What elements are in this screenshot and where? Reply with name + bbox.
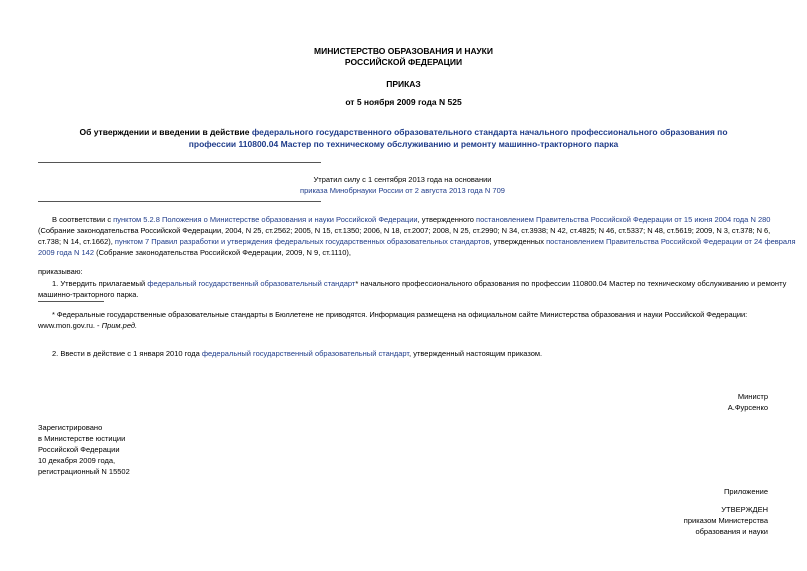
preamble-line-2: (Собрание законодательства Российской Федерации, 2004, N 25, ст.2562; 2005, N 15, ст.1350; 2006, N 18, ст.2007; 2008, N 25, ст.2990; N 34, ст.3938; N 42, ст.4825; N 46, ст.5337; N 48, ст.5619; 2009, N 3, ст.378; N 6, [38, 226, 771, 235]
order-item-1-line-2: машинно-тракторного парка. [38, 290, 139, 299]
preamble-line-4 [38, 247, 767, 258]
approved-by-line-2: образования и науки [695, 527, 768, 536]
resolution-142-link[interactable]: постановлением Правительства Российской Федерации от 24 февраля [546, 237, 796, 246]
order-keyword: приказываю: [38, 267, 83, 276]
document-date: от 5 ноября 2009 года N 525 [345, 97, 462, 107]
registration-line-4: 10 декабря 2009 года, [38, 456, 116, 465]
registration-line-2: в Министерстве юстиции [38, 434, 126, 443]
preamble-line-3 [38, 236, 796, 247]
editor-note: Прим.ред. [101, 321, 138, 330]
signature-name: А.Фурсенко [727, 403, 768, 412]
preamble-text: В соответствии с [52, 215, 114, 224]
registration-line-1: Зарегистрировано [38, 423, 103, 432]
rules-item-7-link[interactable]: пунктом 7 Правил разработки и утверждения федеральных государственных образовательных стандартов [114, 237, 490, 246]
registration-line-5: регистрационный N 15502 [38, 467, 130, 476]
ministry-line-1: МИНИСТЕРСТВО ОБРАЗОВАНИЯ И НАУКИ [314, 46, 493, 56]
document-title-line-1 [30, 126, 777, 138]
title-standard-link[interactable]: федерального государственного образовательного стандарта начального профессионального образования по [251, 127, 728, 137]
registration-line-3: Российской Федерации [38, 445, 120, 454]
resolution-142-link-cont[interactable]: 2009 года N 142 [38, 248, 94, 257]
order-text: * начального профессионального образования по профессии 110800.04 Мастер по техническому обслуживанию и ремонту [355, 279, 787, 288]
repeal-order-link[interactable]: приказа Минобрнауки России от 2 августа 2013 года N 709 [300, 186, 505, 195]
separator-rule [38, 201, 321, 202]
preamble-text: ст.738; N 14, ст.1662), [38, 237, 115, 246]
appendix-label: Приложение [724, 487, 768, 496]
document-type: ПРИКАЗ [386, 79, 421, 89]
standard-link[interactable]: федеральный государственный образовательный стандарт [147, 279, 356, 288]
order-text: 1. Утвердить прилагаемый [52, 279, 148, 288]
order-item-2 [52, 348, 767, 359]
separator-rule [38, 162, 321, 163]
footnote-line-1: * Федеральные государственные образовательные стандарты в Бюллетене не приводятся. Информация размещена на официальном сайте Министерства образования и науки Российской Федерации: [52, 310, 748, 319]
footnote-rule [38, 301, 104, 302]
signature-position: Министр [737, 392, 768, 401]
footnote-line-2 [38, 320, 137, 331]
standard-link-2[interactable]: федеральный государственный образовательный стандарт [201, 349, 410, 358]
ministry-line-2: РОССИЙСКОЙ ФЕДЕРАЦИИ [344, 57, 463, 67]
order-text: 2. Ввести в действие с 1 января 2010 года [52, 349, 202, 358]
status-note: Утратил силу с 1 сентября 2013 года на основании [313, 175, 492, 184]
order-text: , утвержденный настоящим приказом. [409, 349, 543, 358]
footnote-text: www.mon.gov.ru. - [38, 321, 102, 330]
preamble-text: (Собрание законодательства Российской Федерации, 2009, N 9, ст.1110), [94, 248, 351, 257]
title-standard-link-line-2[interactable]: профессии 110800.04 Мастер по техническому обслуживанию и ремонту машинно-тракторного парка [188, 139, 619, 149]
resolution-280-link[interactable]: постановлением Правительства Российской Федерации от 15 июня 2004 года N 280 [476, 215, 771, 224]
approved-by-line-1: приказом Министерства [683, 516, 768, 525]
approved-label: УТВЕРЖДЕН [721, 505, 768, 514]
preamble-line-1 [52, 214, 771, 225]
preamble-text: , утвержденного [417, 215, 477, 224]
regulation-link[interactable]: пунктом 5.2.8 Положения о Министерстве образования и науки Российской Федерации [113, 215, 418, 224]
order-item-1-line-1 [52, 278, 787, 289]
preamble-text: , утвержденных [489, 237, 547, 246]
title-prefix: Об утверждении и введении в действие [79, 127, 252, 137]
